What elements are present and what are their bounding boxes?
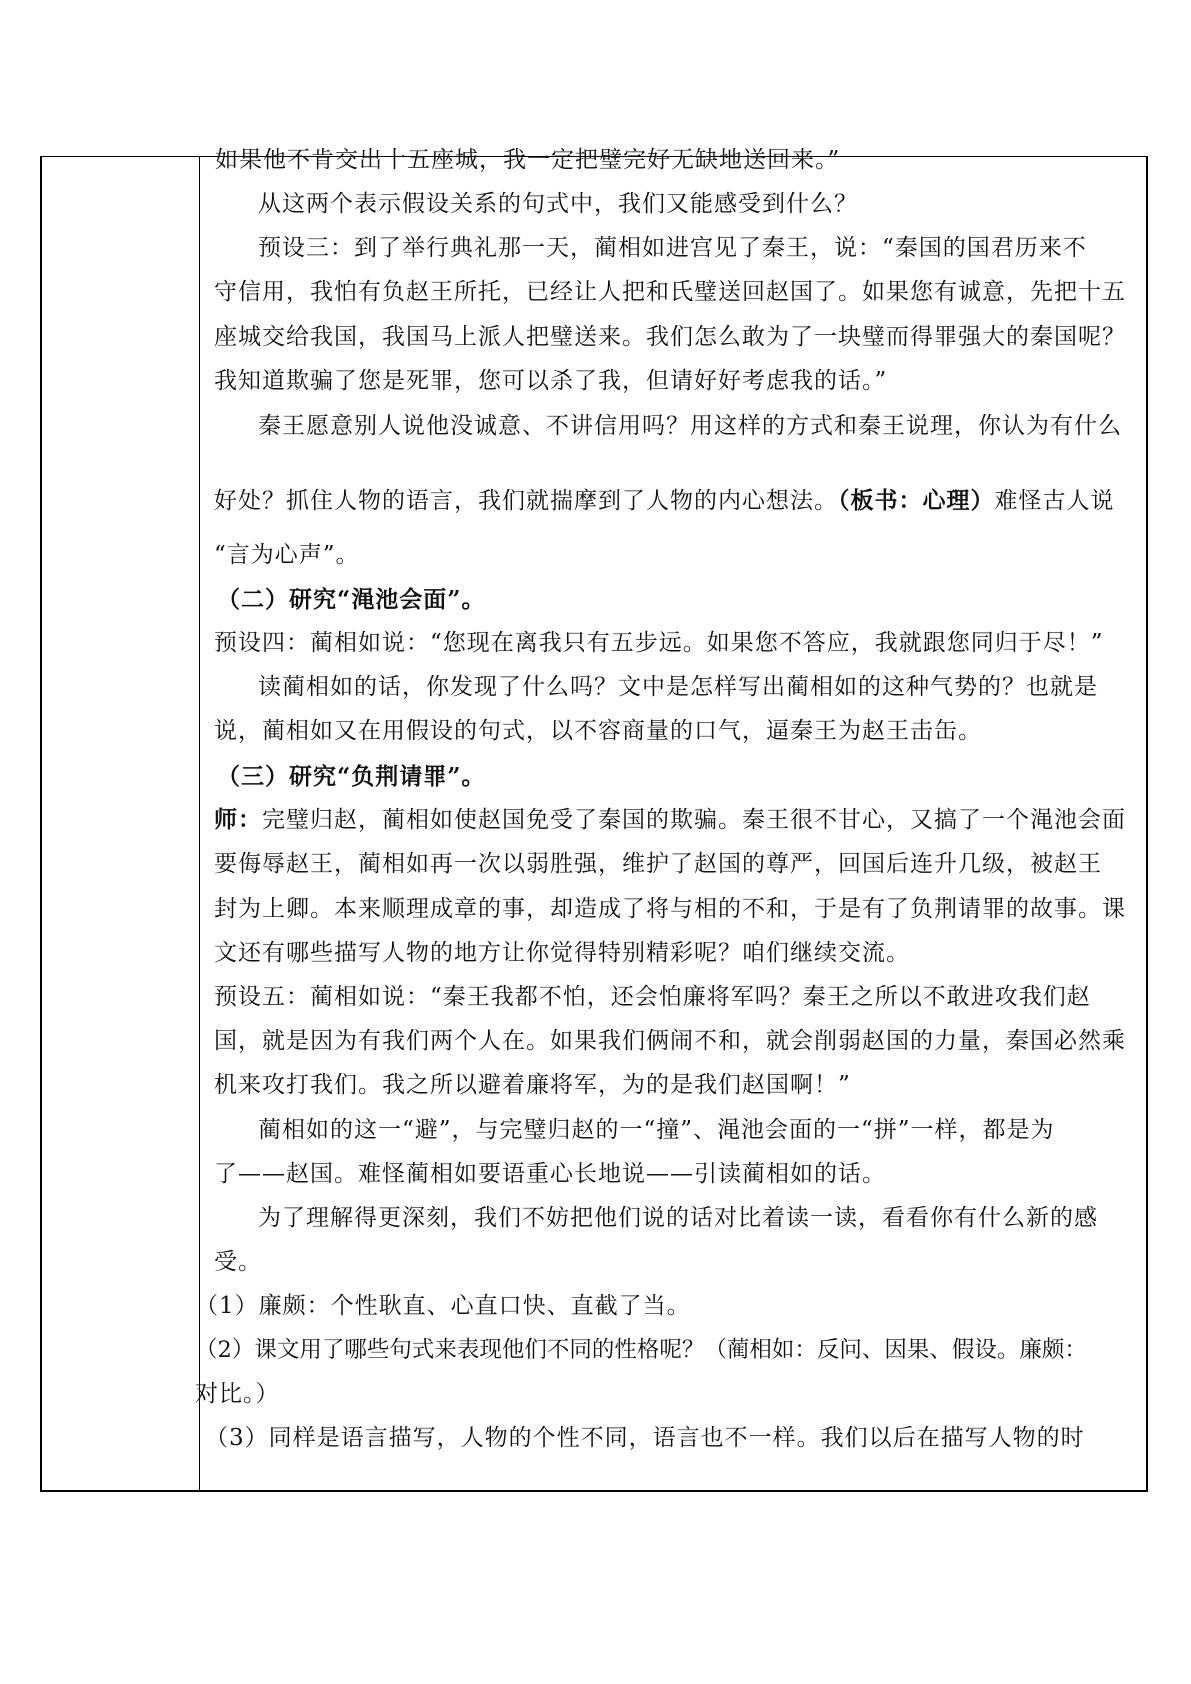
text-line: 机来攻打我们。我之所以避着廉将军，为的是我们赵国啊！” (214, 1072, 851, 1098)
text-line: 说，蔺相如又在用假设的句式，以不容商量的口气，逼秦王为赵王击缶。 (214, 718, 982, 744)
section-heading: （二）研究“渑池会面”。 (217, 586, 486, 613)
text-line: 预设四：蔺相如说：“您现在离我只有五步远。如果您不答应，我就跟您同归于尽！” (214, 630, 1104, 656)
text-line: 要侮辱赵王，蔺相如再一次以弱胜强，维护了赵国的尊严，回国后连升几级，被赵王 (214, 851, 1102, 877)
text-line: 对比。） (195, 1381, 280, 1407)
section-heading: （三）研究“负荆请罪”。 (217, 763, 486, 790)
text-line: 预设五：蔺相如说：“秦王我都不怕，还会怕廉将军吗？秦王之所以不敢进攻我们赵 (214, 984, 1091, 1010)
text-line: 从这两个表示假设关系的句式中，我们又能感受到什么？ (258, 191, 858, 217)
board-note: （板书：心理） (838, 488, 995, 514)
text-line: （2）课文用了哪些句式来表现他们不同的性格呢？（蔺相如：反问、因果、假设。廉颇： (195, 1337, 1087, 1363)
text-line: 了——赵国。难怪蔺相如要语重心长地说——引读蔺相如的话。 (214, 1161, 886, 1187)
text-segment: 难怪古人说 (994, 488, 1115, 514)
text-line: 秦王愿意别人说他没诚意、不讲信用吗？用这样的方式和秦王说理，你认为有什么 (258, 413, 1122, 439)
column-divider (199, 157, 200, 1490)
text-line: 预设三：到了举行典礼那一天，蔺相如进宫见了秦王，说：“秦国的国君历来不 (258, 235, 1087, 261)
text-line: 封为上卿。本来顺理成章的事，却造成了将与相的不和，于是有了负荆请罪的故事。课 (214, 896, 1126, 922)
text-line (214, 487, 1115, 515)
text-line: 为了理解得更深刻，我们不妨把他们说的话对比着读一读，看看你有什么新的感 (258, 1205, 1098, 1231)
text-line: 我知道欺骗了您是死罪，您可以杀了我，但请好好考虑我的话。” (214, 368, 888, 394)
text-line: （1）廉颇：个性耿直、心直口快、直截了当。 (195, 1293, 691, 1319)
text-line: （3）同样是语言描写，人物的个性不同，语言也不一样。我们以后在描写人物的时 (205, 1425, 1085, 1451)
text-line: “言为心声”。 (214, 542, 360, 568)
text-segment: 完璧归赵，蔺相如使赵国免受了秦国的欺骗。秦王很不甘心，又搞了一个渑池会面 (262, 807, 1126, 833)
text-line (214, 806, 1126, 834)
text-line: 守信用，我怕有负赵王所托，已经让人把和氏璧送回赵国了。如果您有诚意，先把十五 (214, 279, 1126, 305)
text-line: 蔺相如的这一“避”，与完璧归赵的一“撞”、渑池会面的一“拼”一样，都是为 (258, 1117, 1055, 1143)
text-segment: 好处？抓住人物的语言，我们就揣摩到了人物的内心想法。 (214, 488, 838, 514)
text-line: 受。 (214, 1249, 262, 1275)
text-line: 国，就是因为有我们两个人在。如果我们俩闹不和，就会削弱赵国的力量，秦国必然乘 (214, 1028, 1126, 1054)
text-line: 座城交给我国，我国马上派人把璧送来。我们怎么敢为了一块璧而得罪强大的秦国呢？ (214, 324, 1126, 350)
text-line: 读蔺相如的话，你发现了什么吗？文中是怎样写出蔺相如的这种气势的？也就是 (258, 674, 1098, 700)
text-line: 文还有哪些描写人物的地方让你觉得特别精彩呢？咱们继续交流。 (214, 940, 910, 966)
text-line: 如果他不肯交出十五座城，我一定把璧完好无缺地送回来。” (215, 147, 841, 173)
teacher-label: 师： (214, 806, 262, 833)
